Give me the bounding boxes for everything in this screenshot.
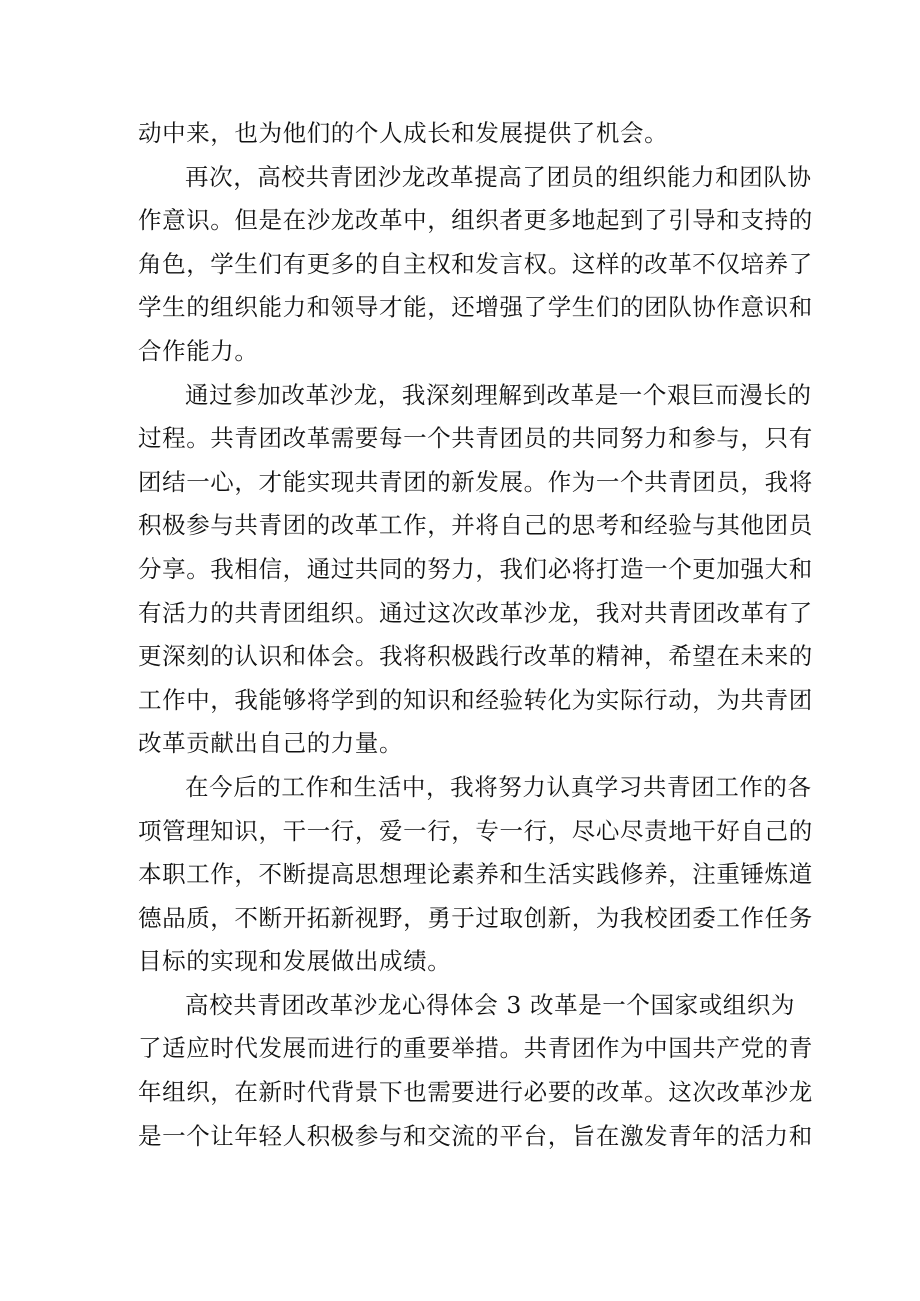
- text-line: 了适应时代发展而进行的重要举措。共青团作为中国共产党的青: [138, 1034, 813, 1063]
- text-line: 角色，学生们有更多的自主权和发言权。这样的改革不仅培养了: [138, 249, 813, 278]
- paragraph-start-line: 在今后的工作和生活中，我将努力认真学习共青团工作的各: [185, 772, 812, 801]
- text-line: 德品质，不断开拓新视野，勇于过取创新，为我校团委工作任务: [138, 903, 813, 932]
- text-line: 年组织，在新时代背景下也需要进行必要的改革。这次改革沙龙: [138, 1078, 813, 1107]
- text-line: 是一个让年轻人积极参与和交流的平台，旨在激发青年的活力和: [138, 1121, 813, 1150]
- text-line: 学生的组织能力和领导才能，还增强了学生们的团队协作意识和: [138, 293, 813, 322]
- text-line: 团结一心，才能实现共青团的新发展。作为一个共青团员，我将: [138, 467, 813, 496]
- document-body: [138, 112, 813, 1158]
- text-line: 目标的实现和发展做出成绩。: [138, 947, 452, 976]
- text-line: 改革贡献出自己的力量。: [138, 729, 404, 758]
- text-line: 有活力的共青团组织。通过这次改革沙龙，我对共青团改革有了: [138, 598, 813, 627]
- text-line: 项管理知识，干一行，爱一行，专一行，尽心尽责地干好自己的: [138, 816, 813, 845]
- paragraph-start-line: 通过参加改革沙龙，我深刻理解到改革是一个艰巨而漫长的: [185, 380, 812, 409]
- paragraph-start-line: 高校共青团改革沙龙心得体会 3 改革是一个国家或组织为: [185, 990, 796, 1019]
- text-line: 合作能力。: [138, 336, 259, 365]
- text-line: 积极参与共青团的改革工作，并将自己的思考和经验与其他团员: [138, 511, 813, 540]
- text-line: 动中来，也为他们的个人成长和发展提供了机会。: [138, 119, 669, 147]
- text-line: 更深刻的认识和体会。我将积极践行改革的精神，希望在未来的: [138, 642, 813, 671]
- paragraph-start-line: 再次，高校共青团沙龙改革提高了团员的组织能力和团队协: [185, 162, 812, 191]
- text-line: 分享。我相信，通过共同的努力，我们必将打造一个更加强大和: [138, 554, 813, 583]
- text-line: 本职工作，不断提高思想理论素养和生活实践修养，注重锤炼道: [138, 860, 813, 889]
- text-line: 过程。共青团改革需要每一个共青团员的共同努力和参与，只有: [138, 424, 813, 453]
- text-line: 工作中，我能够将学到的知识和经验转化为实际行动，为共青团: [138, 685, 813, 714]
- text-line: 作意识。但是在沙龙改革中，组织者更多地起到了引导和支持的: [138, 206, 813, 235]
